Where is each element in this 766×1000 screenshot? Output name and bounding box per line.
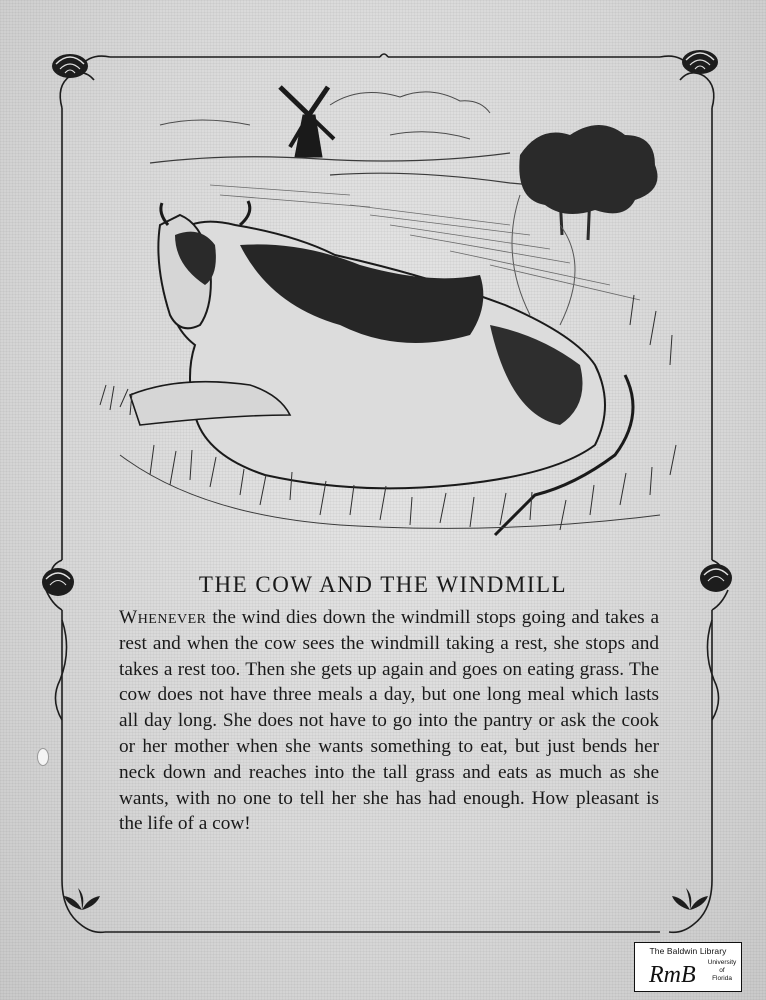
windmill-icon [280,87,334,157]
binding-hole [37,748,49,766]
stamp-university: University [707,959,737,966]
stamp-florida: Florida [712,974,732,982]
cow-windmill-illustration [90,75,690,545]
story-lead-word: Whenever [119,607,207,628]
library-stamp-heading: The Baldwin Library [649,946,727,956]
rmb-logo-icon [647,957,703,989]
stamp-of: of [719,966,725,974]
story-body [119,605,659,837]
library-stamp [634,942,742,992]
tree-icon [512,125,658,325]
cow-figure [130,201,633,535]
rmb-logo-text: RmB [649,962,696,988]
story-body-text: the wind dies down the windmill stops going and takes a rest and when the cow sees the windmill taking a rest, she stops and takes a rest too. Then she gets up again and goes on eating grass. The cow does not have three meals a day, but one long meal which lasts all day long. She does not have to go into the pantry or ask the cook or her mother when she wants something to eat, but just bends her neck down and reaches into the tall grass and eats as much as she wants, with no one to tell her she has had enough. How pleasant is the life of a cow! [119,607,659,835]
library-stamp-side [705,959,739,982]
story-title: THE COW AND THE WINDMILL [198,572,568,597]
